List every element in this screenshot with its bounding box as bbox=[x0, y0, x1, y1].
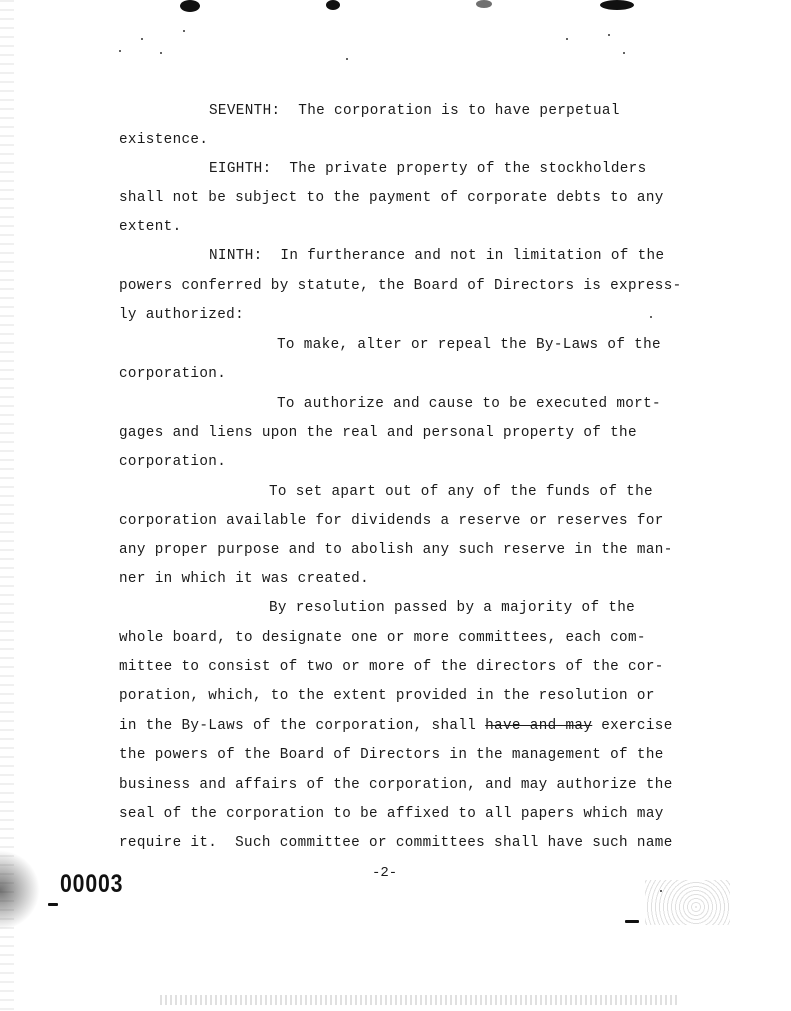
scan-speck bbox=[119, 50, 121, 52]
document-line: business and affairs of the corporation, and may authorize the bbox=[119, 777, 673, 793]
document-line: EIGHTH: The private property of the stockholders bbox=[209, 161, 647, 177]
document-line: poration, which, to the extent provided in the resolution or bbox=[119, 688, 655, 704]
document-line: extent. bbox=[119, 219, 182, 235]
scan-noise-bottom-right bbox=[645, 880, 730, 925]
document-line: By resolution passed by a majority of the bbox=[269, 600, 636, 616]
document-line: whole board, to designate one or more committees, each com- bbox=[119, 630, 646, 646]
document-line: powers conferred by statute, the Board of Directors is express- bbox=[119, 278, 682, 294]
scan-dash-mark bbox=[48, 903, 58, 906]
line-text: exercise bbox=[592, 718, 673, 734]
line-text: in the By-Laws of the corporation, shall bbox=[119, 718, 486, 734]
document-line: corporation available for dividends a reserve or reserves for bbox=[119, 513, 664, 529]
punch-hole-mark bbox=[600, 0, 634, 10]
document-line: corporation. bbox=[119, 454, 227, 470]
struck-out-text: have and may bbox=[485, 718, 593, 734]
document-number: 00003 bbox=[60, 870, 124, 898]
scan-speck bbox=[660, 890, 662, 892]
document-line: gages and liens upon the real and personal property of the bbox=[119, 425, 637, 441]
document-line: To authorize and cause to be executed mort- bbox=[277, 396, 661, 412]
document-line: SEVENTH: The corporation is to have perpetual bbox=[209, 103, 620, 119]
punch-hole-mark bbox=[326, 0, 340, 10]
document-line: corporation. bbox=[119, 366, 227, 382]
punch-hole-mark bbox=[180, 0, 200, 12]
document-line: require it. Such committee or committees shall have such name bbox=[119, 835, 673, 851]
page-number: -2- bbox=[372, 865, 398, 881]
document-line: ner in which it was created. bbox=[119, 571, 370, 587]
scan-dash-mark bbox=[625, 920, 639, 923]
document-line: existence. bbox=[119, 132, 209, 148]
scan-speck bbox=[160, 52, 162, 54]
document-line: any proper purpose and to abolish any such reserve in the man- bbox=[119, 542, 673, 558]
document-line: ly authorized: bbox=[119, 307, 245, 323]
document-line: To make, alter or repeal the By-Laws of the bbox=[277, 337, 661, 353]
scan-speck bbox=[650, 316, 652, 318]
scan-speck bbox=[183, 30, 185, 32]
scan-speck bbox=[623, 52, 625, 54]
document-line: the powers of the Board of Directors in the management of the bbox=[119, 747, 664, 763]
document-line: NINTH: In furtherance and not in limitation of the bbox=[209, 248, 665, 264]
document-line: seal of the corporation to be affixed to all papers which may bbox=[119, 806, 664, 822]
scan-speck bbox=[141, 38, 143, 40]
document-line-with-strikethrough bbox=[119, 717, 673, 735]
document-line: shall not be subject to the payment of corporate debts to any bbox=[119, 190, 664, 206]
scan-corner-shadow bbox=[0, 850, 40, 930]
scan-speck bbox=[566, 38, 568, 40]
document-line: To set apart out of any of the funds of the bbox=[269, 484, 653, 500]
scan-speck bbox=[346, 58, 348, 60]
document-line: mittee to consist of two or more of the directors of the cor- bbox=[119, 659, 664, 675]
punch-hole-mark bbox=[476, 0, 492, 8]
scan-bottom-noise bbox=[160, 995, 680, 1005]
scan-speck bbox=[608, 34, 610, 36]
